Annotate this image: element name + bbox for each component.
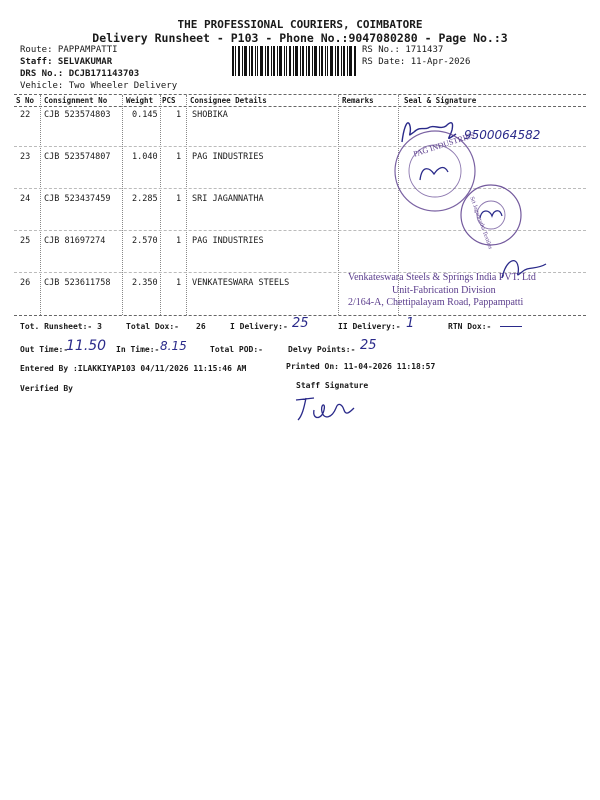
pag-stamp-text: PAG INDUSTRIES — [412, 130, 476, 159]
i-delivery-value: 25 — [292, 316, 309, 331]
ii-delivery-value: 1 — [406, 316, 415, 331]
row-pcs: 1 — [176, 194, 182, 204]
signature-mark — [496, 250, 552, 286]
delvy-points-value: 25 — [360, 338, 377, 353]
printed-on: Printed On: 11-04-2026 11:18:57 — [286, 362, 436, 371]
i-delivery-label: I Delivery:- — [230, 322, 288, 331]
col-header-consignment: Consignment No — [44, 96, 108, 105]
verified-by-label: Verified By — [20, 384, 73, 393]
col-header-seal: Seal & Signature — [404, 96, 477, 105]
rtn-dox-dash — [500, 326, 522, 327]
row-weight: 2.285 — [132, 194, 158, 204]
row-weight: 1.040 — [132, 152, 158, 162]
handwritten-phone: 9500064582 — [464, 128, 541, 142]
row-weight: 2.570 — [132, 236, 158, 246]
rtn-dox-label: RTN Dox:- — [448, 322, 492, 331]
table-header-rule — [14, 106, 586, 107]
row-sno: 26 — [20, 278, 31, 288]
route-label: Route: PAPPAMPATTI — [20, 45, 118, 55]
staff-label: Staff: SELVAKUMAR — [20, 57, 113, 67]
row-weight: 0.145 — [132, 110, 158, 120]
row-consignee: VENKATESWARA STEELS — [192, 278, 290, 288]
rs-number: RS No.: 1711437 — [362, 45, 444, 55]
row-sno: 24 — [20, 194, 31, 204]
row-consignment: CJB 523437459 — [44, 194, 111, 204]
col-header-remarks: Remarks — [342, 96, 374, 105]
drs-label: DRS No.: DCJB171143703 — [20, 69, 140, 79]
table-row — [16, 152, 582, 166]
vehicle-label: Vehicle: Two Wheeler Delivery — [20, 81, 178, 91]
in-time-label: In Time:- — [116, 345, 160, 354]
runsheet-title: Delivery Runsheet - P103 - Phone No.:9047080280 - Page No.:3 — [92, 31, 508, 45]
row-sno: 23 — [20, 152, 31, 162]
barcode — [232, 46, 356, 76]
total-dox-label: Total Dox:- — [126, 322, 179, 331]
row-consignment: CJB 81697274 — [44, 236, 106, 246]
row-pcs: 1 — [176, 152, 182, 162]
total-pod-label: Total POD:- — [210, 345, 263, 354]
rs-date: RS Date: 11-Apr-2026 — [362, 57, 471, 67]
row-sno: 22 — [20, 110, 31, 120]
entered-by: Entered By :ILAKKIYAP103 04/11/2026 11:15:46 AM — [20, 364, 247, 373]
tot-runsheet: Tot. Runsheet:- 3 — [20, 322, 102, 331]
row-pcs: 1 — [176, 236, 182, 246]
row-consignee: SRI JAGANNATHA — [192, 194, 264, 204]
col-header-pcs: PCS — [162, 96, 176, 105]
row-consignment: CJB 523574803 — [44, 110, 111, 120]
table-row — [16, 110, 582, 124]
col-header-sno: S No — [16, 96, 35, 105]
row-sno: 25 — [20, 236, 31, 246]
col-header-weight: Weight — [126, 96, 154, 105]
venkateswara-stamp-line1: Venkateswara Steels & Springs India PVT. Ltd — [348, 272, 536, 283]
out-time-value: 11.50 — [66, 338, 107, 354]
row-consignee: PAG INDUSTRIES — [192, 152, 264, 162]
staff-signature-mark — [292, 390, 356, 424]
out-time-label: Out Time:- — [20, 345, 69, 354]
venkateswara-stamp-line3: 2/164-A, Chettipalayam Road, Pappampatti — [348, 297, 524, 308]
row-pcs: 1 — [176, 278, 182, 288]
venkateswara-stamp-line2: Unit-Fabrication Division — [392, 285, 496, 296]
jagannatha-stamp-text: Sri Jagannatha Textiles — [468, 196, 493, 251]
row-weight: 2.350 — [132, 278, 158, 288]
total-dox-value: 26 — [196, 322, 206, 331]
row-consignee: SHOBIKA — [192, 110, 228, 120]
company-title: THE PROFESSIONAL COURIERS, COIMBATORE — [177, 18, 423, 31]
row-consignee: PAG INDUSTRIES — [192, 236, 264, 246]
jagannatha-stamp — [458, 182, 524, 251]
row-consignment: CJB 523611758 — [44, 278, 111, 288]
row-rule — [14, 146, 586, 147]
table-top-rule — [14, 94, 586, 95]
delvy-points-label: Delvy Points:- — [288, 345, 356, 354]
row-consignment: CJB 523574807 — [44, 152, 111, 162]
row-pcs: 1 — [176, 110, 182, 120]
staff-signature-label: Staff Signature — [296, 381, 369, 390]
col-header-consignee: Consignee Details — [190, 96, 267, 105]
in-time-value: 8.15 — [160, 339, 187, 353]
ii-delivery-label: II Delivery:- — [338, 322, 401, 331]
